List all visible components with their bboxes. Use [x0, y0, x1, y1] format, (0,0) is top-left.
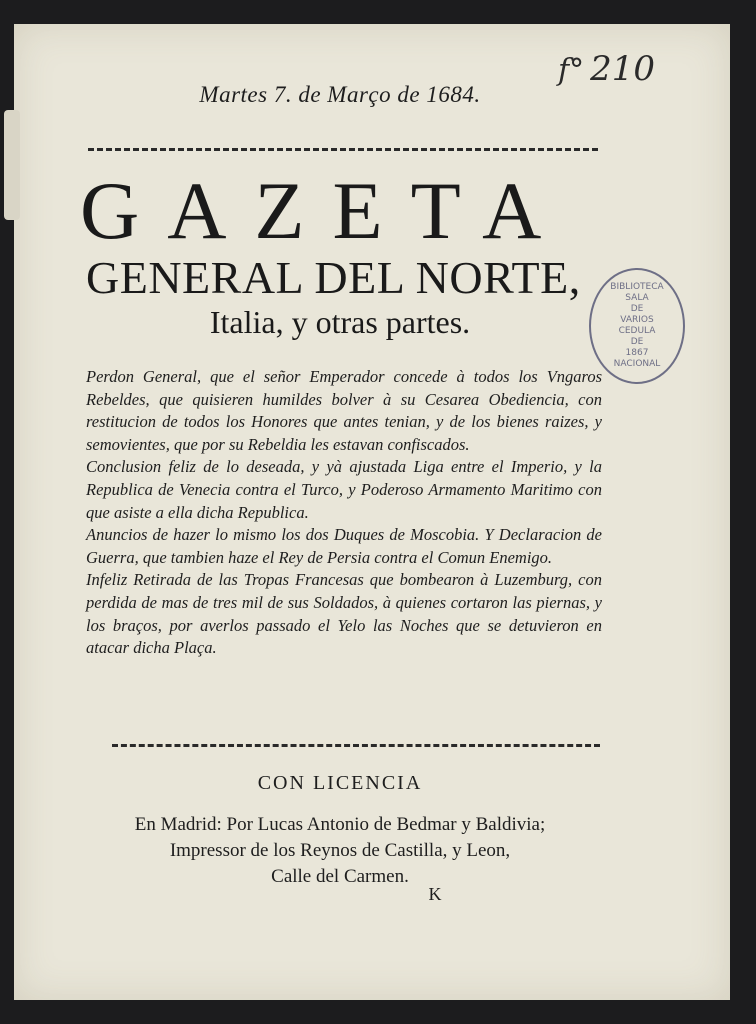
masthead-title: GAZETA	[80, 165, 570, 256]
summary-item: Anuncios de hazer lo mismo los dos Duques de Moscobia. Y Declaracion de Guerra, que tambien haze el Rey de Persia contra el Comun Enemigo.	[86, 525, 602, 567]
stamp-line: VARIOS	[620, 315, 654, 325]
stamp-line: NACIONAL	[613, 359, 661, 369]
stamp-line: 1867	[625, 348, 649, 358]
folio-number: 210	[590, 49, 656, 89]
imprint-block	[0, 812, 680, 890]
imprint-line-3: Calle del Carmen.	[271, 866, 409, 887]
imprint-line-2: Impressor de los Reynos de Castilla, y Leon,	[169, 840, 511, 861]
masthead-subtitle-2: Italia, y otras partes.	[209, 304, 471, 340]
summary-item: Perdon General, que el señor Emperador concede à todos los Vngaros Rebeldes, que quisieren humildes bolver à su Cesarea Obediencia, con restitucion de todos los Honores que antes tenian, y de los bienes raizes, y semovientes, que por su Rebeldia les estavan confiscados.	[86, 367, 602, 454]
folio-symbol: f°	[558, 53, 585, 88]
stamp-line: CEDULA	[618, 326, 656, 336]
stamp-line: DE	[630, 304, 644, 314]
stamp-line: SALA	[625, 293, 649, 303]
binding-stub	[4, 110, 20, 220]
bottom-divider	[112, 744, 600, 747]
stamp-line: BIBLIOTECA	[610, 282, 664, 292]
summary-item: Conclusion feliz de lo deseada, y yà ajustada Liga entre el Imperio, y la Republica de Venecia contra el Turco, y Poderoso Armamento Maritimo con que asiste a ella dicha Republica.	[86, 457, 602, 522]
summary-item: Infeliz Retirada de las Tropas Francesas que bombearon à Luzemburg, con perdida de mas de tres mil de sus Soldados, à quienes cortaron las piernas, y los braços, por averlos passado el Yelo las Noches que se detuvieron en atacar dicha Plaça.	[86, 570, 602, 658]
imprint-line-1: En Madrid: Por Lucas Antonio de Bedmar y Baldivia;	[134, 814, 546, 835]
signature-mark: K	[428, 884, 442, 904]
stamp-line: DE	[630, 337, 644, 347]
library-stamp	[589, 268, 685, 384]
masthead-subtitle: GENERAL DEL NORTE,	[86, 252, 581, 303]
licence-heading: CON LICENCIA	[257, 772, 423, 794]
news-summary	[86, 366, 602, 660]
top-divider	[88, 148, 598, 151]
issue-date: Martes 7. de Março de 1684.	[199, 82, 481, 107]
